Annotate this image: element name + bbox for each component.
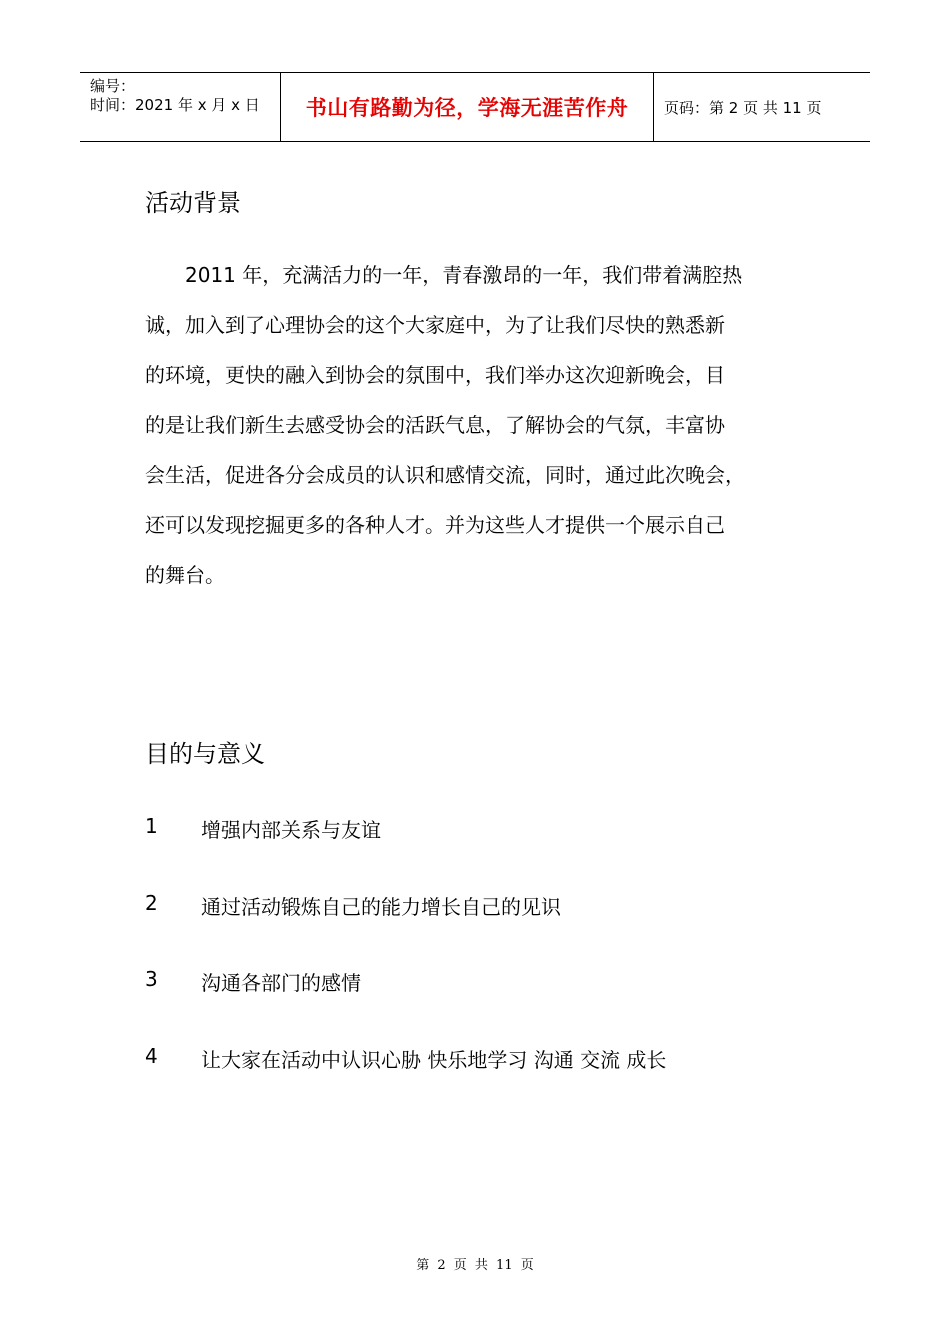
list-item-text: 让大家在活动中认识心胁 快乐地学习 沟通 交流 成长 bbox=[201, 1048, 667, 1072]
header-meta-cell bbox=[80, 73, 281, 141]
time-label: 时间：2021 年 x 月 x 日 bbox=[90, 96, 260, 114]
paragraph-line: 还可以发现挖掘更多的各种人才。并为这些人才提供一个展示自己 bbox=[145, 513, 725, 537]
header-page-cell bbox=[654, 73, 870, 141]
list-item bbox=[145, 891, 561, 920]
section-title-purpose: 目的与意义 bbox=[145, 740, 265, 768]
list-item-number: 4 bbox=[145, 1044, 158, 1068]
page-info: 页码：第 2 页 共 11 页 bbox=[664, 98, 822, 117]
list-item bbox=[145, 814, 381, 843]
page-header bbox=[80, 72, 870, 142]
motto: 书山有路勤为径，学海无涯苦作舟 bbox=[305, 95, 629, 120]
paragraph-line: 的环境，更快的融入到协会的氛围中，我们举办这次迎新晚会，目 bbox=[145, 363, 725, 387]
header-motto-cell bbox=[281, 73, 654, 141]
page-footer: 第 2 页 共 11 页 bbox=[416, 1258, 534, 1273]
paragraph-line: 的舞台。 bbox=[145, 563, 225, 587]
list-item-number: 1 bbox=[145, 814, 158, 838]
list-item bbox=[145, 1044, 666, 1073]
number-label: 编号： bbox=[90, 77, 136, 95]
list-item-text: 通过活动锻炼自己的能力增长自己的见识 bbox=[201, 895, 561, 919]
paragraph-line: 会生活，促进各分会成员的认识和感情交流，同时，通过此次晚会， bbox=[145, 463, 745, 487]
list-item-number: 3 bbox=[145, 967, 158, 991]
list-item bbox=[145, 967, 361, 996]
list-item-number: 2 bbox=[145, 891, 158, 915]
section-title-background: 活动背景 bbox=[145, 189, 241, 217]
list-item-text: 沟通各部门的感情 bbox=[201, 971, 361, 995]
list-item-text: 增强内部关系与友谊 bbox=[201, 818, 381, 842]
paragraph-line: 2011 年，充满活力的一年，青春激昂的一年，我们带着满腔热 bbox=[145, 263, 743, 287]
background-paragraph bbox=[145, 250, 815, 600]
paragraph-line: 诚，加入到了心理协会的这个大家庭中，为了让我们尽快的熟悉新 bbox=[145, 313, 725, 337]
paragraph-line: 的是让我们新生去感受协会的活跃气息，了解协会的气氛，丰富协 bbox=[145, 413, 725, 437]
